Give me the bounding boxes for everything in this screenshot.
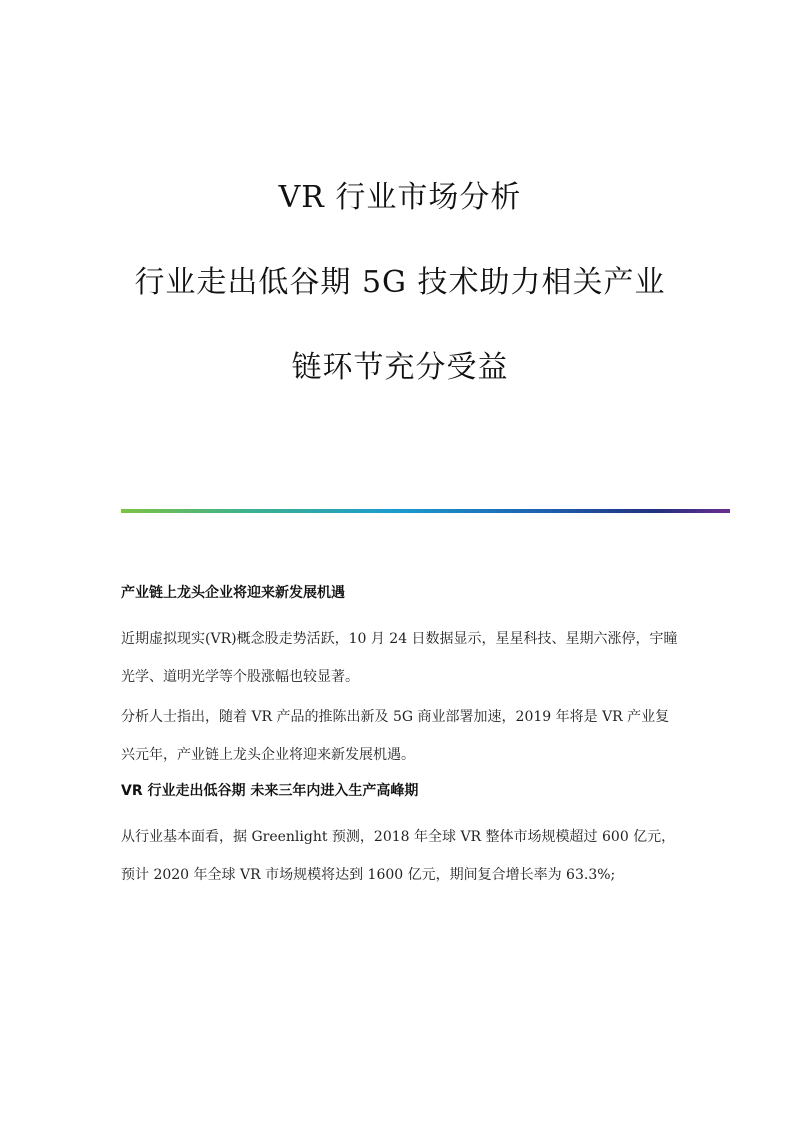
section-heading-1: 产业链上龙头企业将迎来新发展机遇 xyxy=(121,585,345,601)
article-body xyxy=(121,580,681,894)
title-line-3: 链环节充分受益 xyxy=(291,350,509,385)
gradient-divider xyxy=(121,509,730,513)
title-line-2: 行业走出低谷期 5G 技术助力相关产业 xyxy=(134,265,666,300)
section-heading-2: VR 行业走出低谷期 未来三年内进入生产高峰期 xyxy=(121,783,419,799)
title-line-1: VR 行业市场分析 xyxy=(278,180,522,215)
paragraph-3: 从行业基本面看，据 Greenlight 预测，2018 年全球 VR 整体市场规模超过 600 亿元，预计 2020 年全球 VR 市场规模将达到 1600 亿元，期间复合增长率为 63.3%; xyxy=(121,829,676,883)
document-title xyxy=(0,180,800,438)
paragraph-1: 近期虚拟现实(VR)概念股走势活跃，10 月 24 日数据显示，星星科技、星期六涨停，宇瞳光学、道明光学等个股涨幅也较显著。 xyxy=(121,631,678,685)
paragraph-2: 分析人士指出，随着 VR 产品的推陈出新及 5G 商业部署加速，2019 年将是 VR 产业复兴元年，产业链上龙头企业将迎来新发展机遇。 xyxy=(121,709,670,763)
